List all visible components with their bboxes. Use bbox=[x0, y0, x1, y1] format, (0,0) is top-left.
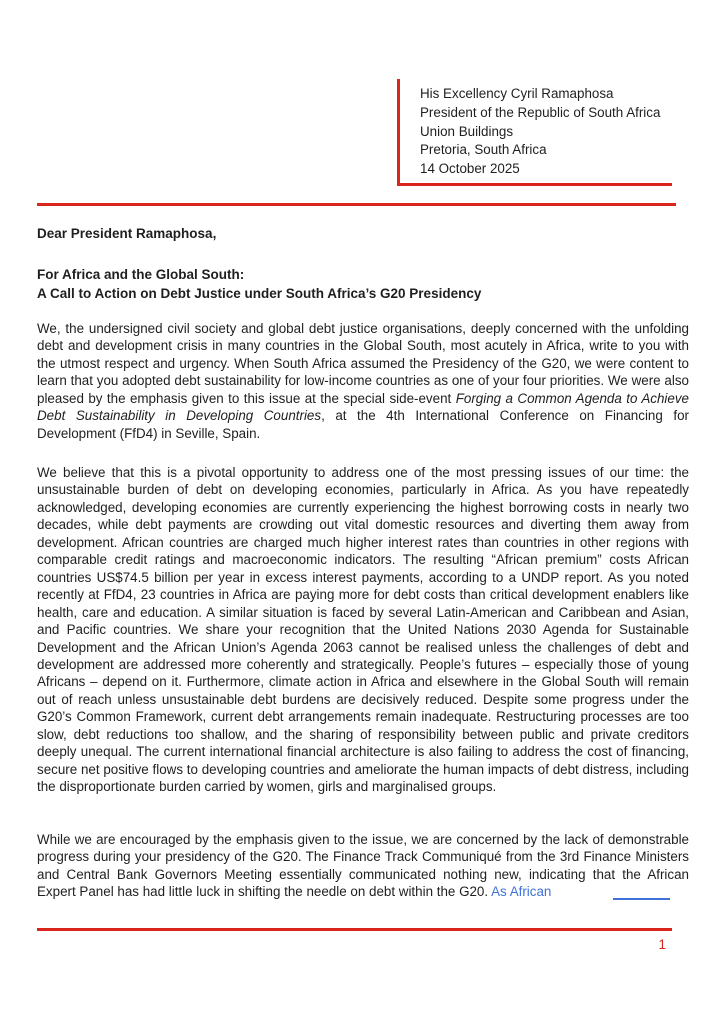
salutation: Dear President Ramaphosa, bbox=[37, 226, 217, 241]
link-underline-rule[interactable] bbox=[613, 898, 670, 900]
recipient-address-block bbox=[397, 79, 672, 186]
text-segment: We believe that this is a pivotal opportunity to address one of the most pressing issues of our time: the unsustainable burden of debt on developing economies, particularly in Africa. As you have repeatedly acknowledged, developing economies are currently experiencing the highest borrowing costs in nearly two decades, while debt payments are crowding out vital domestic resources and diverting them away from development. African countries are charged much higher interest rates than countries in other regions with comparable credit ratings and macroeconomic indicators. The resulting “African premium” costs African countries US$74.5 billion per year in excess interest payments, according to a UNDP report. As you noted recently at FfD4, 23 countries in Africa are paying more for debt costs than critical development enablers like health, care and education. A similar situation is faced by several Latin-American and Caribbean and Asian, and Pacific countries. We share your recognition that the United Nations 2030 Agenda for Sustainable Development and the African Union’s Agenda 2063 cannot be realised unless the challenges of debt and development are addressed more coherently and strategically. People’s futures – especially those of young Africans – depend on it. Furthermore, climate action in Africa and elsewhere in the Global South will remain out of reach unless unsustainable debt burdens are decisively reduced. Despite some progress under the G20’s Common Framework, current debt arrangements remain inadequate. Restructuring processes are too slow, debt reductions too shallow, and the sharing of responsibility between public and private creditors deeply unequal. The current international financial architecture is also failing to address the cost of financing, secure net positive flows to developing countries and ameliorate the human impacts of debt distress, including the disproportionate burden carried by women, girls and marginalised groups. bbox=[37, 465, 689, 795]
paragraph-1 bbox=[37, 320, 689, 442]
text-segment: We, the undersigned civil society and global debt justice organisations, deeply concerned with the unfolding debt and development crisis in many countries in the Global South, most acutely in Africa, write to you with the utmost respect and urgency. When South Africa assumed the Presidency of the G20, we were content to learn that you adopted debt sustainability for low-income countries as one of your four priorities. We were also pleased by the emphasis given to this issue at the special side-event bbox=[37, 321, 689, 406]
paragraph-3 bbox=[37, 831, 689, 901]
as-african-link[interactable]: As African bbox=[491, 884, 552, 900]
text-segment: While we are encouraged by the emphasis given to the issue, we are concerned by the lack of demonstrable progress during your presidency of the G20. The Finance Track Communiqué from the 3rd Finance Ministers and Central Bank Governors Meeting essentially communicated nothing new, indicating that the African Expert Panel has had little luck in shifting the needle on debt within the G20. bbox=[37, 832, 689, 900]
text-segment: , at the 4th International Conference on Financing for Development (FfD4) in Seville, Spain. bbox=[37, 408, 689, 441]
subject-line-2: A Call to Action on Debt Justice under South Africa’s G20 Presidency bbox=[37, 286, 482, 301]
header-rule bbox=[37, 203, 676, 206]
address-line: President of the Republic of South Africa bbox=[420, 104, 661, 120]
address-line: His Excellency Cyril Ramaphosa bbox=[420, 86, 614, 101]
subject-line-1: For Africa and the Global South: bbox=[37, 267, 245, 282]
address-line: Pretoria, South Africa bbox=[420, 142, 547, 158]
address-line: Union Buildings bbox=[420, 123, 514, 139]
address-date-line: 14 October 2025 bbox=[420, 161, 520, 177]
footer-rule bbox=[37, 928, 672, 931]
paragraph-2 bbox=[37, 464, 689, 796]
page-number: 1 bbox=[658, 937, 666, 952]
text-segment: Forging a Common Agenda to Achieve Debt Sustainability in Developing Countries bbox=[37, 390, 689, 424]
